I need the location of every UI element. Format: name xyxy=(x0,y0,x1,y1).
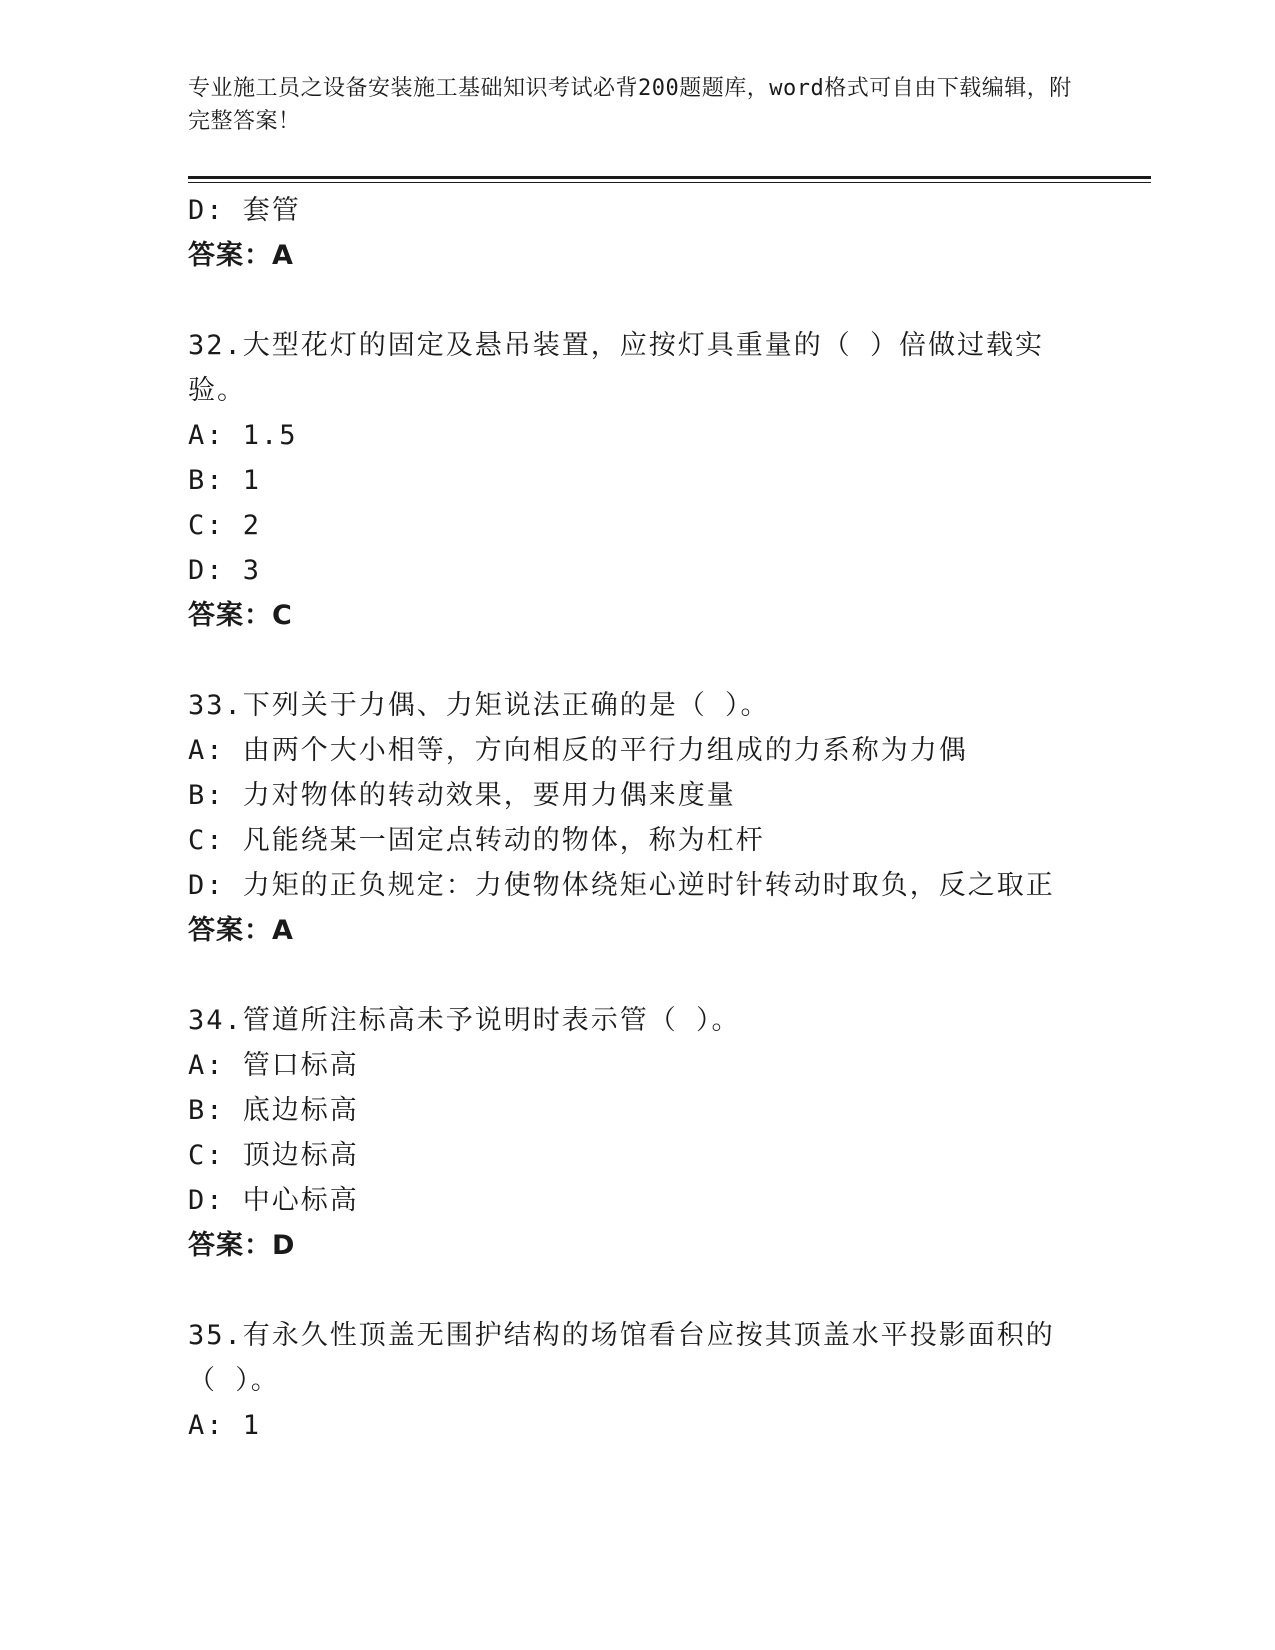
header-rule-thin xyxy=(188,182,1151,183)
question-32 xyxy=(188,323,1088,638)
question-34 xyxy=(188,998,1088,1268)
question-33-option-d: D: 力矩的正负规定：力使物体绕矩心逆时针转动时取负，反之取正 xyxy=(188,870,1055,901)
spacer xyxy=(188,1268,1088,1313)
question-32-answer: 答案：C xyxy=(188,600,293,631)
question-33-option-b: B: 力对物体的转动效果，要用力偶来度量 xyxy=(188,780,736,811)
prev-answer: 答案：A xyxy=(188,240,294,271)
question-34-stem: 34.管道所注标高未予说明时表示管（ ）。 xyxy=(188,1005,741,1036)
header-rule-thick xyxy=(188,176,1151,179)
question-34-answer: 答案：D xyxy=(188,1230,296,1261)
question-34-option-b: B: 底边标高 xyxy=(188,1095,359,1126)
question-35-option-a: A: 1 xyxy=(188,1410,262,1441)
question-35 xyxy=(188,1313,1088,1448)
question-32-option-a: A: 1.5 xyxy=(188,420,298,451)
question-32-option-c: C: 2 xyxy=(188,510,262,541)
question-33 xyxy=(188,683,1088,953)
document-body xyxy=(188,188,1088,1448)
question-32-option-b: B: 1 xyxy=(188,465,262,496)
document-header-title: 专业施工员之设备安装施工基础知识考试必背200题题库，word格式可自由下载编辑，附完整答案！ xyxy=(188,76,1072,134)
spacer xyxy=(188,278,1088,323)
spacer xyxy=(188,638,1088,683)
question-33-answer: 答案：A xyxy=(188,915,294,946)
question-32-option-d: D: 3 xyxy=(188,555,262,586)
spacer xyxy=(188,953,1088,998)
prev-option-d: D: 套管 xyxy=(188,195,301,226)
question-35-stem: 35.有永久性顶盖无围护结构的场馆看台应按其顶盖水平投影面积的（ ）。 xyxy=(188,1320,1055,1396)
question-33-option-c: C: 凡能绕某一固定点转动的物体，称为杠杆 xyxy=(188,825,765,856)
question-34-option-a: A: 管口标高 xyxy=(188,1050,359,1081)
question-34-option-c: C: 顶边标高 xyxy=(188,1140,359,1171)
question-33-option-a: A: 由两个大小相等，方向相反的平行力组成的力系称为力偶 xyxy=(188,735,968,766)
question-34-option-d: D: 中心标高 xyxy=(188,1185,359,1216)
question-33-stem: 33.下列关于力偶、力矩说法正确的是（ ）。 xyxy=(188,690,770,721)
question-32-stem: 32.大型花灯的固定及悬吊装置，应按灯具重量的（ ）倍做过载实验。 xyxy=(188,330,1045,406)
